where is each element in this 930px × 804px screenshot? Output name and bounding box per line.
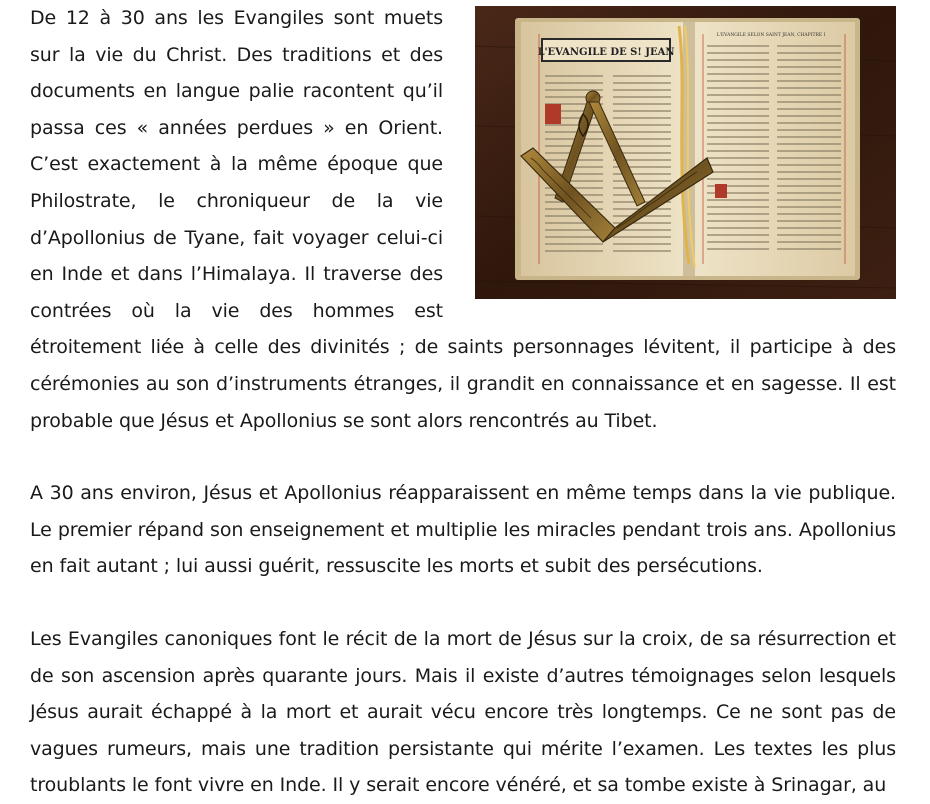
article-image: [475, 6, 896, 299]
article: [30, 0, 896, 804]
bible-illustration: [475, 6, 896, 299]
paragraph-3: Les Evangiles canoniques font le récit de la mort de Jésus sur la croix, de sa résurrection et de son ascension après quarante jours. Mais il existe d’autres témoignages selon lesquels Jésus aurait échappé à la mort et aurait vécu encore très longtemps. Ce ne sont pas de vagues rumeurs, mais une tradition persistante qui mérite l’examen. Les textes les plus troublants le font vivre en Inde. Il y serait encore vénéré, et sa tombe existe à Srinagar, au: [30, 627, 896, 797]
paragraph-spacer: [30, 439, 896, 475]
left-page-heading: L'EVANGILE DE S! JEAN: [537, 47, 675, 58]
paragraph-2: A 30 ans environ, Jésus et Apollonius réapparaissent en même temps dans la vie publique. Le premier répand son enseignement et multiplie les miracles pendant trois ans. Apollonius en fait autant ; lui aussi guérit, ressuscite les morts et subit des persécutions.: [30, 482, 896, 578]
right-page-heading: L'EVANGILE SELON SAINT JEAN, CHAPITRE I: [716, 33, 826, 38]
paragraph-spacer: [30, 585, 896, 621]
paragraph-1: De 12 à 30 ans les Evangiles sont muets sur la vie du Christ. Des traditions et des documents en langue palie racontent qu’il passa ces « années perdues » en Orient. C’est exactement à la même époque que Philostrate, le chroniqueur de la vie d’Apollonius de Tyane, fait voyager celui-ci en Inde et dans l’Himalaya. Il traverse des contrées où la vie des hommes est étroitement liée à celle des divinités ; de saints personnages lévitent, il participe à des cérémonies au son d’instruments étranges, il grandit en connaissance et en sagesse. Il est probable que Jésus et Apollonius se sont alors rencontrés au Tibet.: [30, 7, 896, 432]
